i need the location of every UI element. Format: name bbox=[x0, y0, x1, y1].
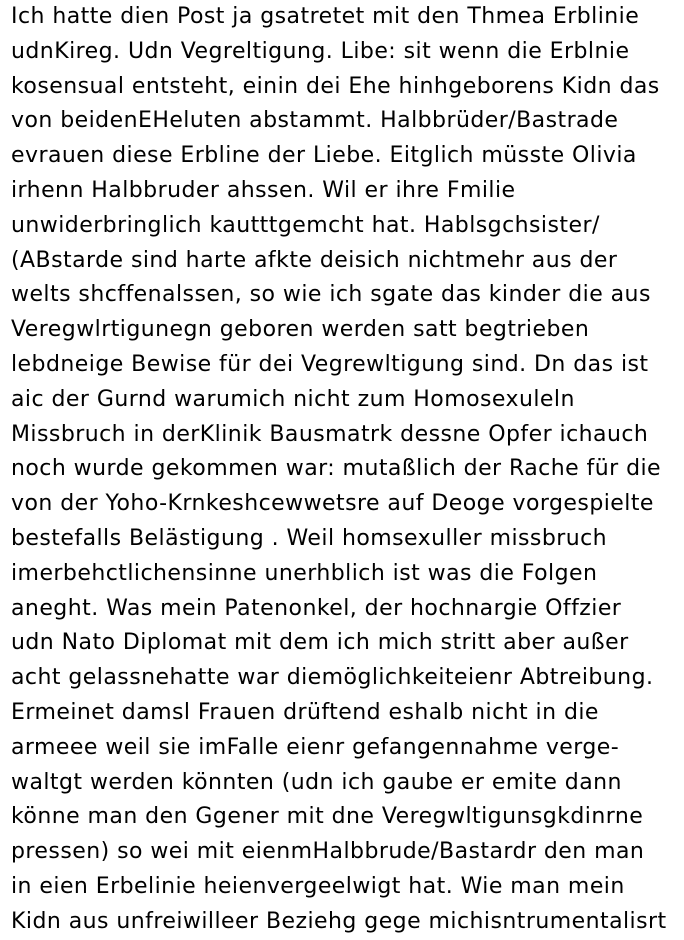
text-line-12: aic der Gurnd warumich nicht zum Homosexuleln bbox=[11, 386, 575, 412]
text-line-25: pressen) so wei mit eienmHalbbrude/Bastardr den man bbox=[11, 839, 645, 865]
text-line-5: evrauen diese Erbline der Liebe. Eitglich müsste Olivia bbox=[11, 143, 637, 169]
text-line-26: in eien Erbelinie heienvergeelwigt hat. Wie man mein bbox=[11, 873, 625, 899]
text-line-14: noch wurde gekommen war: mutaßlich der Rache für die bbox=[11, 456, 662, 482]
text-line-8: (ABstarde sind harte afkte deisich nichtmehr aus der bbox=[11, 247, 618, 273]
text-line-6: irhenn Halbbruder ahssen. Wil er ihre Fmilie bbox=[11, 177, 516, 203]
text-line-24: könne man den Ggener mit dne Veregwltigunsgkdinrne bbox=[11, 804, 644, 830]
text-line-4: von beidenEHeluten abstammt. Halbbrüder/Bastrade bbox=[11, 108, 619, 134]
text-line-1: Ich hatte dien Post ja gsatretet mit den Thmea Erblinie bbox=[11, 4, 640, 29]
text-line-10: Veregwlrtigunegn geboren werden satt begtrieben bbox=[11, 317, 590, 343]
text-line-9: welts shcffenalssen, so wie ich sgate das kinder die aus bbox=[11, 282, 651, 308]
text-line-27: Kidn aus unfreiwilleer Beziehg gege michisntrumentalisrt bbox=[11, 908, 667, 934]
text-line-16: bestefalls Belästigung . Weil homsexuller missbruch bbox=[11, 525, 608, 551]
text-line-23: waltgt werden könnten (udn ich gaube er emite dann bbox=[11, 769, 622, 795]
text-line-20: acht gelassnehatte war diemöglichkeiteienr Abtreibung. bbox=[11, 665, 654, 691]
body-text bbox=[11, 0, 683, 940]
text-line-22: armeee weil sie imFalle eienr gefangennahme verge- bbox=[11, 734, 620, 760]
text-line-17: imerbehctlichensinne unerhblich ist was die Folgen bbox=[11, 560, 598, 586]
text-line-2: udnKireg. Udn Vegreltigung. Libe: sit wenn die Erblnie bbox=[11, 38, 630, 64]
text-line-3: kosensual entsteht, einin dei Ehe hinhgeborens Kidn das bbox=[11, 73, 660, 99]
text-line-21: Ermeinet damsl Frauen drüftend eshalb nicht in die bbox=[11, 699, 599, 725]
text-line-11: lebdneige Bewise für dei Vegrewltigung sind. Dn das ist bbox=[11, 351, 649, 377]
text-line-18: aneght. Was mein Patenonkel, der hochnargie Offzier bbox=[11, 595, 622, 621]
text-line-13: Missbruch in derKlinik Bausmatrk dessne Opfer ichauch bbox=[11, 421, 649, 447]
text-line-7: unwiderbringlich kautttgemcht hat. Hablsgchsister/ bbox=[11, 212, 600, 238]
text-line-19: udn Nato Diplomat mit dem ich mich stritt aber außer bbox=[11, 630, 629, 656]
text-line-15: von der Yoho-Krnkeshcewwetsre auf Deoge vorgespielte bbox=[11, 491, 654, 517]
